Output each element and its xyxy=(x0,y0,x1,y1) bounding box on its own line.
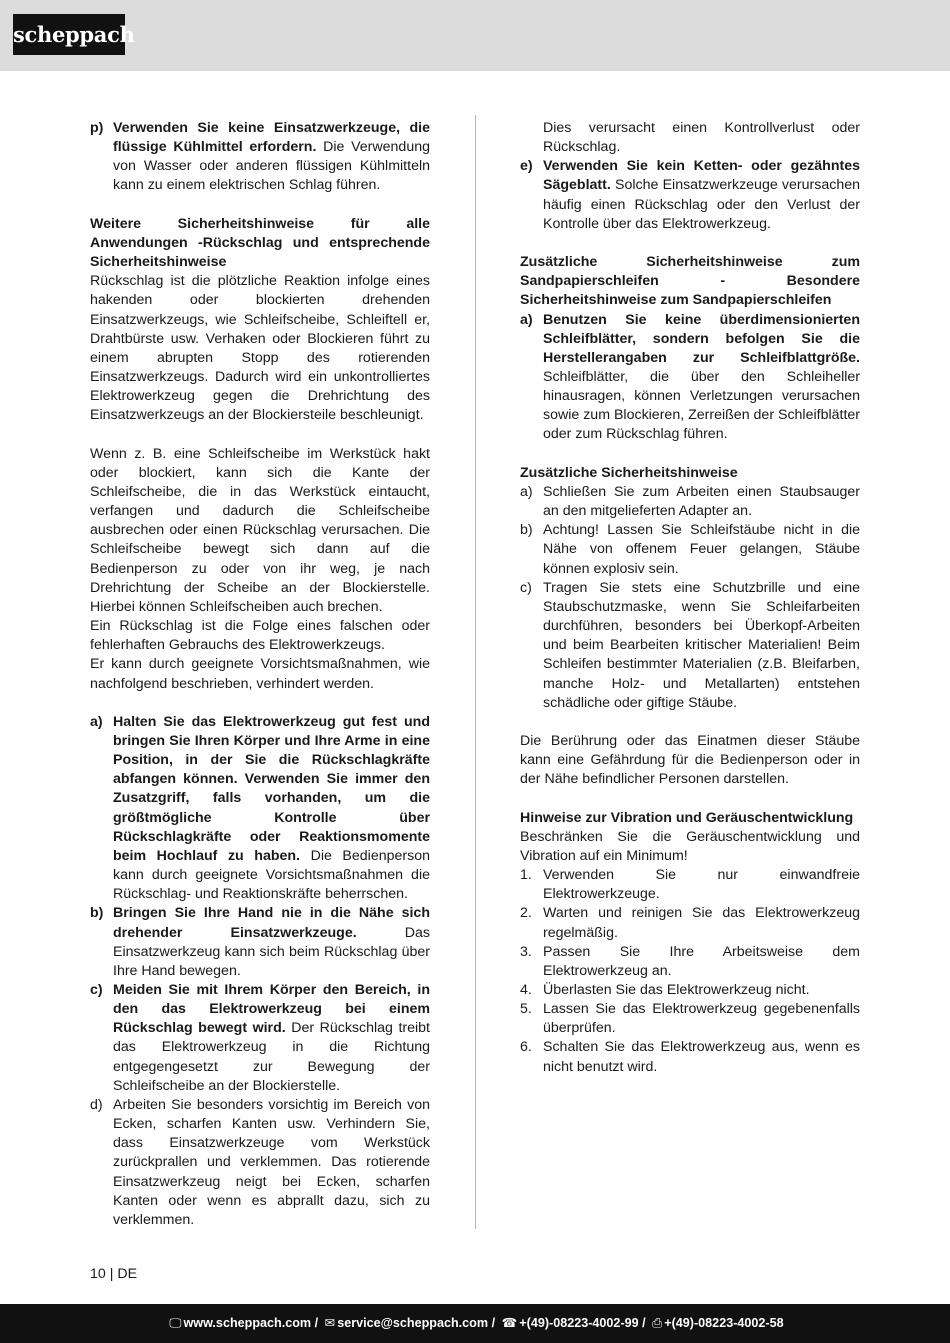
list-item xyxy=(520,1038,860,1076)
list-marker: e) xyxy=(520,158,533,175)
list-item-bold: Bringen Sie Ihre Hand nie in die Nähe sich drehender Einsatzwerkzeuge. xyxy=(113,905,430,941)
kickback-paragraph-3: Ein Rückschlag ist die Folge eines falschen oder fehlerhaften Gebrauchs des Elektrowerkzeugs. xyxy=(90,618,430,654)
footer-separator: / xyxy=(491,1316,496,1330)
list-marker: a) xyxy=(520,483,533,500)
footer-separator: / xyxy=(642,1316,646,1330)
list-item-text: Der Rückschlag treibt das Elektrowerkzeug in die Richtung entgegengesetzt zur Bewegung der Schleifscheibe an der Blockierstelle. xyxy=(113,1020,430,1094)
list-item xyxy=(90,1096,430,1230)
vibration-heading: Hinweise zur Vibration und Geräuschentwicklung xyxy=(520,809,854,826)
list-item-text: Passen Sie Ihre Arbeitsweise dem Elektrowerkzeug an. xyxy=(543,943,860,979)
list-item-p xyxy=(90,119,430,196)
sanding-heading: Zusätzliche Sicherheitshinweise zum Sandpapierschleifen - Besondere Sicherheitshinweise zum Sandpapierschleifen xyxy=(520,254,860,309)
list-item-bold: Benutzen Sie keine überdimensionierten Schleifblätter, sondern befolgen Sie die Herstellerangaben zur Schleifblattgröße. xyxy=(543,311,860,366)
list-item-text: Schalten Sie das Elektrowerkzeug aus, wenn es nicht benutzt wird. xyxy=(543,1039,860,1075)
list-item-text: Arbeiten Sie besonders vorsichtig im Bereich von Ecken, scharfen Kanten usw. Verhindern Sie, dass Einsatzwerkzeuge vom Werkstück zurückprallen und verklemmen. Das rotierende Einsatzwerkzeug neigt bei Ecken, scharfen Kanten oder wenn es abprallt dazu, sich zu verklemmen. xyxy=(113,1096,430,1228)
list-item-text: Verwenden Sie nur einwandfreie Elektrowerkzeuge. xyxy=(543,867,860,903)
column-divider xyxy=(475,115,476,1229)
extra-safety-heading: Zusätzliche Sicherheitshinweise xyxy=(520,464,738,481)
footer-contact xyxy=(0,1304,950,1343)
footer-website[interactable]: www.scheppach.com xyxy=(183,1316,312,1330)
list-item xyxy=(520,904,860,942)
list-marker: 6. xyxy=(520,1039,532,1056)
header-band xyxy=(0,0,950,71)
list-item xyxy=(520,483,860,521)
left-column xyxy=(90,119,430,1230)
list-item xyxy=(520,1000,860,1038)
list-item-text: Schleifblätter, die über den Schleiheller hinausragen, können Verletzungen verursachen sowie zum Blockieren, Zerreißen der Schleifblätter oder zum Rückschlag führen. xyxy=(543,369,860,443)
list-marker: a) xyxy=(520,311,533,328)
page-number xyxy=(90,1265,137,1284)
right-column xyxy=(520,119,860,1077)
list-marker: 2. xyxy=(520,905,532,922)
list-marker: c) xyxy=(520,579,532,596)
page-language: DE xyxy=(117,1266,138,1282)
list-item xyxy=(90,981,430,1096)
page-number-value: 10 xyxy=(90,1266,106,1282)
list-item-text: Die Bedienperson kann durch geeignete Vorsichtsmaßnahmen die Rückschlag- und Reaktionskräfte beherrschen. xyxy=(113,847,430,903)
list-item-text: Solche Einsatzwerkzeuge verursachen häufig einen Rückschlag oder den Verlust der Kontrolle über das Elektrowerkzeug. xyxy=(543,177,860,232)
list-item-text: Dies verursacht einen Kontrollverlust oder Rückschlag. xyxy=(543,120,860,156)
list-item xyxy=(520,866,860,904)
mail-icon: ✉ xyxy=(324,1316,336,1330)
phone-icon: ☎ xyxy=(501,1316,518,1330)
footer-fax: +(49)-08223-4002-58 xyxy=(664,1316,784,1330)
list-item xyxy=(520,521,860,578)
kickback-paragraph-1: Rückschlag ist die plötzliche Reaktion infolge eines hakenden oder blockierten drehenden Einsatzwerkzeugs, wie Schleifscheibe, Schleiftell er, Drahtbürste usw. Verhaken oder Blockieren führt zu einem abrupten Stopp des rotierenden Einsatzwerkzeugs. Dadurch wird ein unkontrolliertes Elektrowerkzeug gegen die Drehrichtung des Einsatzwerkzeugs an der Blockiersteile beschleunigt. xyxy=(90,273,430,424)
list-item-bold: Halten Sie das Elektrowerkzeug gut fest und bringen Sie Ihren Körper und Ihre Arme in eine Position, in der Sie die Rückschlagkräfte abfangen können. Verwenden Sie immer den Zusatzgriff, falls vorhanden, um die größtmögliche Kontrolle über Rückschlagkräfte oder Reaktionsmomente beim Hochlauf zu haben. xyxy=(113,713,430,864)
list-item xyxy=(520,579,860,713)
list-marker: 3. xyxy=(520,943,532,960)
scheppach-logo: scheppach xyxy=(13,14,125,55)
list-marker: 4. xyxy=(520,981,532,998)
list-marker: p) xyxy=(90,120,104,136)
list-item xyxy=(520,943,860,981)
footer-email[interactable]: service@scheppach.com xyxy=(337,1316,489,1330)
kickback-paragraph-4: Er kann durch geeignete Vorsichtsmaßnahmen, wie nachfolgend beschrieben, verhindert werden. xyxy=(90,656,430,692)
list-item-bold: Verwenden Sie keine Einsatzwerkzeuge, die flüssige Kühlmittel erfordern. xyxy=(113,120,430,156)
list-item xyxy=(90,904,430,981)
list-item-text: Achtung! Lassen Sie Schleifstäube nicht in die Nähe von offenem Feuer gelangen, Stäube können explosiv sein. xyxy=(543,522,860,577)
page-number-separator: | xyxy=(109,1266,114,1282)
list-marker: 5. xyxy=(520,1001,532,1018)
list-marker: a) xyxy=(90,713,103,730)
list-marker: 1. xyxy=(520,867,532,884)
footer-phone: +(49)-08223-4002-99 xyxy=(519,1316,639,1330)
list-item-text: Die Verwendung von Wasser oder anderen flüssigen Kühlmitteln kann zu einem elektrischen Schlag führen. xyxy=(113,139,430,194)
list-item-text: Lassen Sie das Elektrowerkzeug gegebenenfalls überprüfen. xyxy=(543,1001,860,1037)
list-item xyxy=(520,311,860,445)
list-item-bold: Meiden Sie mit Ihrem Körper den Bereich, in den das Elektrowerkzeug bei einem Rückschlag bewegt wird. xyxy=(113,981,430,1037)
list-item-text: Warten und reinigen Sie das Elektrowerkzeug regelmäßig. xyxy=(543,905,860,941)
list-item-text: Überlasten Sie das Elektrowerkzeug nicht. xyxy=(543,981,810,998)
footer-separator: / xyxy=(314,1316,319,1330)
list-marker: d) xyxy=(90,1096,103,1113)
dust-paragraph: Die Berührung oder das Einatmen dieser Stäube kann eine Gefährdung für die Bedienperson oder in der Nähe befindlicher Personen darstellen. xyxy=(520,732,860,788)
kickback-paragraph-2: Wenn z. B. eine Schleifscheibe im Werkstück hakt oder blockiert, kann sich die Kante der Schleifscheibe, die in das Werkstück eintaucht, verfangen und dadurch die Schleifscheibe ausbrechen oder einen Rückschlag verursachen. Die Schleifscheibe bewegt sich dann auf die Bedienperson zu oder von ihr weg, je nach Drehrichtung der Scheibe an der Blockierstelle. Hierbei können Schleifscheiben auch brechen. xyxy=(90,445,430,615)
list-item-text: Das Einsatzwerkzeug kann sich beim Rückschlag über Ihre Hand bewegen. xyxy=(113,924,430,979)
list-item-text: Schließen Sie zum Arbeiten einen Staubsauger an den mitgelieferten Adapter an. xyxy=(543,483,860,520)
list-marker: c) xyxy=(90,981,103,998)
fax-icon: ⎙ xyxy=(652,1316,663,1330)
computer-icon: 🖵 xyxy=(169,1316,182,1330)
kickback-heading: Weitere Sicherheitshinweise für alle Anwendungen -Rückschlag und entsprechende Sicherheitshinweise xyxy=(90,215,430,271)
list-item-continuation xyxy=(520,119,860,157)
list-item-bold: Verwenden Sie kein Ketten- oder gezähntes Sägeblatt. xyxy=(543,158,860,194)
list-item-e xyxy=(520,157,860,234)
vibration-intro: Beschränken Sie die Geräuschentwicklung und Vibration auf ein Minimum! xyxy=(520,828,860,864)
list-item xyxy=(90,713,430,905)
list-marker: b) xyxy=(90,905,104,922)
list-item-text: Tragen Sie stets eine Schutzbrille und eine Staubschutzmaske, wenn Sie Schleifarbeiten durchführen, besonders bei Überkopf-Arbeiten und beim Bearbeiten kritischer Materialien! Beim Schleifen bestimmter Materialien (z.B. Bleifarben, manche Holz- und Metallarten) entstehen schädliche oder giftige Stäube. xyxy=(543,579,860,711)
list-item xyxy=(520,981,860,1000)
list-marker: b) xyxy=(520,522,533,539)
